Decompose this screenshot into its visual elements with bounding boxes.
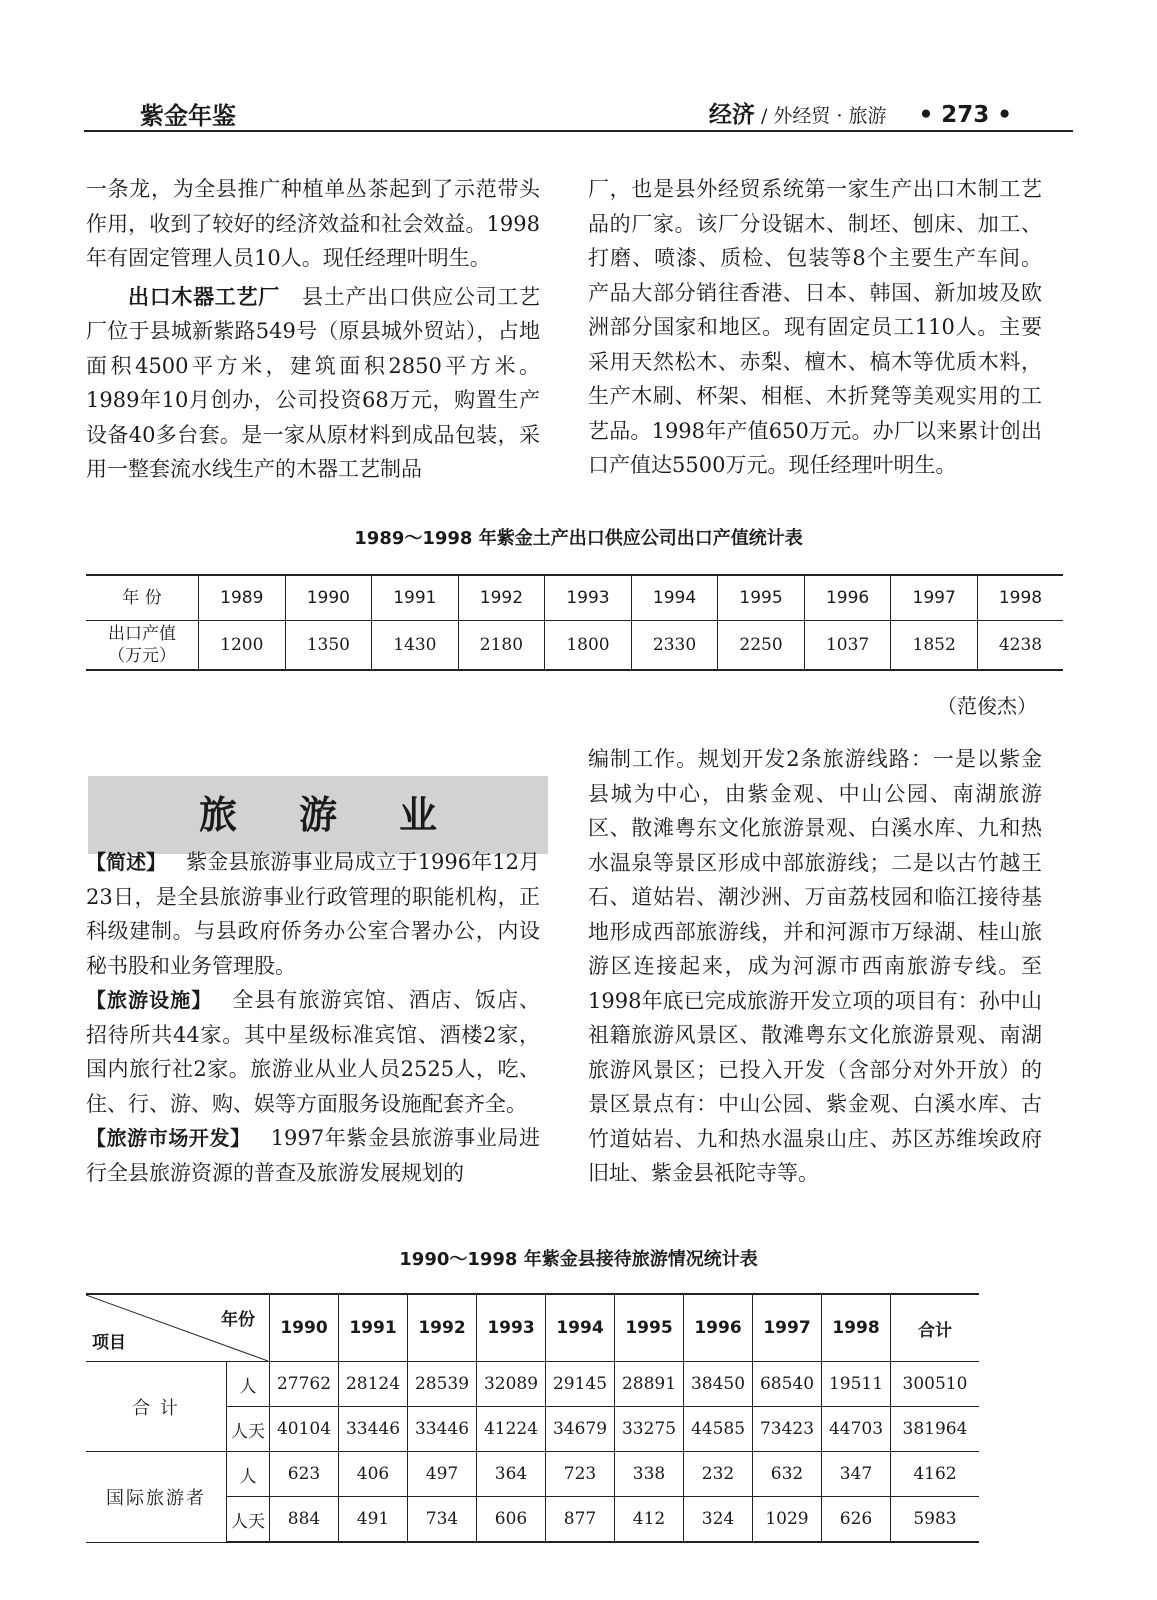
table2-value-cell: 5983 bbox=[891, 1497, 980, 1543]
table2-value-cell: 606 bbox=[477, 1497, 546, 1543]
subheading-market-development: 【旅游市场开发】 bbox=[86, 1126, 251, 1150]
table2-value-cell: 32089 bbox=[477, 1362, 546, 1407]
author-credit: （范俊杰） bbox=[937, 694, 1037, 718]
table1-year-cell: 1996 bbox=[804, 575, 891, 621]
subheading-overview: 【简述】 bbox=[86, 850, 167, 874]
table1-year-label: 年 份 bbox=[86, 575, 199, 621]
table1-value-cell: 1852 bbox=[891, 621, 978, 671]
table2-value-cell: 41224 bbox=[477, 1407, 546, 1452]
table2-value-cell: 29145 bbox=[546, 1362, 615, 1407]
table2-value-cell: 38450 bbox=[684, 1362, 753, 1407]
paragraph-wood-craft-factory bbox=[86, 280, 540, 487]
paragraph-tea-factory-end: 一条龙，为全县推广种植单丛茶起到了示范带头作用，收到了较好的经济效益和社会效益。1998年有固定管理人员10人。现任经理叶明生。 bbox=[86, 177, 540, 270]
table2-value-cell: 1029 bbox=[753, 1497, 822, 1543]
table2-value-cell: 497 bbox=[408, 1452, 477, 1497]
table2-value-cell: 44703 bbox=[822, 1407, 891, 1452]
table2-value-cell: 734 bbox=[408, 1497, 477, 1543]
table2-value-cell: 232 bbox=[684, 1452, 753, 1497]
table2-value-cell: 381964 bbox=[891, 1407, 980, 1452]
table1-value-label bbox=[86, 621, 199, 671]
table2-value-cell: 33446 bbox=[339, 1407, 408, 1452]
table-row bbox=[86, 1452, 979, 1497]
table2-value-cell: 884 bbox=[270, 1497, 339, 1543]
table2-unit-cell: 人天 bbox=[227, 1497, 270, 1543]
table1-year-cell: 1998 bbox=[977, 575, 1063, 621]
table2-value-cell: 27762 bbox=[270, 1362, 339, 1407]
table1-year-row bbox=[86, 575, 1063, 621]
table2-unit-cell: 人 bbox=[227, 1452, 270, 1497]
overview-text: 紫金县旅游事业局成立于1996年12月23日，是全县旅游事业行政管理的职能机构，正科级建制。与县政府侨务办公室合署办公，内设秘书股和业务管理股。 bbox=[86, 850, 540, 978]
running-header-book-title: 紫金年鉴 bbox=[140, 102, 236, 130]
facilities-text: 全县有旅游宾馆、酒店、饭店、招待所共44家。其中星级标准宾馆、酒楼2家，国内旅行社2家。旅游业从业人员2525人，吃、住、行、游、购、娱等方面服务设施配套齐全。 bbox=[86, 988, 541, 1116]
table1-year-cell: 1991 bbox=[372, 575, 459, 621]
table2-value-cell: 300510 bbox=[891, 1362, 980, 1407]
table2-unit-cell: 人 bbox=[227, 1362, 270, 1407]
table2-value-cell: 412 bbox=[615, 1497, 684, 1543]
table2-value-cell: 623 bbox=[270, 1452, 339, 1497]
table1-value-cell: 2180 bbox=[458, 621, 545, 671]
table1-value-row bbox=[86, 621, 1063, 671]
table2-group-label-total: 合 计 bbox=[86, 1362, 227, 1452]
wood-craft-factory-text: 县土产出口供应公司工艺厂位于县城新紫路549号（原县城外贸站），占地面积4500平方米，建筑面积2850平方米。1989年10月创办，公司投资68万元，购置生产设备40多台套。是一家从原材料到成品包装，采用一整套流水线生产的木器工艺制品 bbox=[86, 284, 540, 481]
market-development-text: 1997年紫金县旅游事业局进行全县旅游资源的普查及旅游发展规划的 bbox=[86, 1126, 540, 1185]
table1-value-cell: 2250 bbox=[718, 621, 805, 671]
table2-value-cell: 28124 bbox=[339, 1362, 408, 1407]
table1-value-label-line1: 出口产值 bbox=[108, 624, 176, 644]
tourism-right-column bbox=[588, 742, 1042, 1191]
table2-total-header: 合计 bbox=[891, 1294, 980, 1362]
table1-value-cell: 1037 bbox=[804, 621, 891, 671]
table2-value-cell: 4162 bbox=[891, 1452, 980, 1497]
table1-value-cell: 4238 bbox=[977, 621, 1063, 671]
paragraph-market-development-continued: 编制工作。规划开发2条旅游线路：一是以紫金县城为中心，由紫金观、中山公园、南湖旅游区、散滩粤东文化旅游景观、白溪水库、九和热水温泉等景区形成中部旅游线；二是以古竹越王石、道姑岩、潮沙洲、万亩荔枝园和临江接待基地形成西部旅游线，并和河源市万绿湖、桂山旅游区连接起来，成为河源市西南旅游专线。至1998年底已完成旅游开发立项的项目有：孙中山祖籍旅游风景区、散滩粤东文化旅游景观、南湖旅游风景区；已投入开发（含部分对外开放）的景区景点有：中山公园、紫金观、白溪水库、古竹道姑岩、九和热水温泉山庄、苏区苏维埃政府旧址、紫金县祇陀寺等。 bbox=[588, 747, 1042, 1185]
table-row bbox=[86, 1362, 979, 1407]
table1-year-cell: 1989 bbox=[199, 575, 286, 621]
table2-year-header: 1990 bbox=[270, 1294, 339, 1362]
table2-value-cell: 406 bbox=[339, 1452, 408, 1497]
table1-value-cell: 1350 bbox=[285, 621, 372, 671]
table2-year-header: 1995 bbox=[615, 1294, 684, 1362]
top-right-column bbox=[588, 172, 1042, 483]
paragraph-market-development bbox=[86, 1121, 540, 1190]
header-rule bbox=[84, 130, 1073, 132]
table1-year-cell: 1997 bbox=[891, 575, 978, 621]
table1-value-cell: 2330 bbox=[631, 621, 718, 671]
table2-year-header: 1991 bbox=[339, 1294, 408, 1362]
table2-year-header: 1996 bbox=[684, 1294, 753, 1362]
header-section-main: 经济 bbox=[708, 102, 755, 128]
table2-value-cell: 28539 bbox=[408, 1362, 477, 1407]
table1-year-cell: 1992 bbox=[458, 575, 545, 621]
table2-year-header: 1997 bbox=[753, 1294, 822, 1362]
table2-value-cell: 33446 bbox=[408, 1407, 477, 1452]
table2-year-header: 1994 bbox=[546, 1294, 615, 1362]
table2-value-cell: 44585 bbox=[684, 1407, 753, 1452]
running-header-section bbox=[709, 96, 1012, 129]
table2-unit-cell: 人天 bbox=[227, 1407, 270, 1452]
table2-year-header: 1993 bbox=[477, 1294, 546, 1362]
header-section-sub: / 外经贸 · 旅游 bbox=[754, 105, 887, 127]
table1-year-cell: 1995 bbox=[718, 575, 805, 621]
table2-value-cell: 626 bbox=[822, 1497, 891, 1543]
table2-corner-cell bbox=[86, 1294, 270, 1362]
table2-value-cell: 19511 bbox=[822, 1362, 891, 1407]
table2-value-cell: 364 bbox=[477, 1452, 546, 1497]
paragraph-wood-craft-factory-continued: 厂，也是县外经贸系统第一家生产出口木制工艺品的厂家。该厂分设锯木、制坯、刨床、加工、打磨、喷漆、质检、包装等8个主要生产车间。产品大部分销往香港、日本、韩国、新加坡及欧洲部分国家和地区。现有固定员工110人。主要采用天然松木、赤梨、檀木、槁木等优质木料，生产木刷、杯架、相框、木折凳等美观实用的工艺品。1998年产值650万元。办厂以来累计创出口产值达5500万元。现任经理叶明生。 bbox=[588, 177, 1042, 477]
subheading-facilities: 【旅游设施】 bbox=[86, 988, 213, 1012]
table1-value-cell: 1200 bbox=[199, 621, 286, 671]
entry-heading-wood-craft-factory: 出口木器工艺厂 bbox=[128, 284, 280, 309]
table2-value-cell: 877 bbox=[546, 1497, 615, 1543]
table2-value-cell: 73423 bbox=[753, 1407, 822, 1452]
table2-value-cell: 491 bbox=[339, 1497, 408, 1543]
table1-value-cell: 1800 bbox=[545, 621, 632, 671]
table2-value-cell: 40104 bbox=[270, 1407, 339, 1452]
table2-value-cell: 34679 bbox=[546, 1407, 615, 1452]
table2-value-cell: 723 bbox=[546, 1452, 615, 1497]
table2-value-cell: 33275 bbox=[615, 1407, 684, 1452]
top-left-column bbox=[86, 172, 540, 487]
tourism-left-column bbox=[86, 845, 540, 1190]
page-number: • 273 • bbox=[918, 102, 1012, 128]
table2-value-cell: 632 bbox=[753, 1452, 822, 1497]
table2-group-label-international: 国际旅游者 bbox=[86, 1452, 227, 1543]
table1-caption: 1989～1998 年紫金土产出口供应公司出口产值统计表 bbox=[354, 528, 803, 549]
table2-caption: 1990～1998 年紫金县接待旅游情况统计表 bbox=[399, 1249, 758, 1270]
section-title: 旅游业 bbox=[198, 793, 499, 837]
table2-year-header: 1992 bbox=[408, 1294, 477, 1362]
table2-corner-item-label: 项目 bbox=[92, 1333, 126, 1353]
table2-corner-year-label: 年份 bbox=[221, 1310, 255, 1330]
table2-value-cell: 68540 bbox=[753, 1362, 822, 1407]
paragraph-facilities bbox=[86, 983, 540, 1121]
table2-year-header: 1998 bbox=[822, 1294, 891, 1362]
export-value-table bbox=[86, 574, 1063, 671]
table1-year-cell: 1990 bbox=[285, 575, 372, 621]
table2-value-cell: 324 bbox=[684, 1497, 753, 1543]
table1-value-label-line2: （万元） bbox=[108, 646, 176, 666]
table1-value-cell: 1430 bbox=[372, 621, 459, 671]
tourism-reception-table bbox=[86, 1293, 979, 1543]
paragraph-overview bbox=[86, 845, 540, 983]
table2-value-cell: 338 bbox=[615, 1452, 684, 1497]
table2-value-cell: 347 bbox=[822, 1452, 891, 1497]
table2-value-cell: 28891 bbox=[615, 1362, 684, 1407]
table2-header-row bbox=[86, 1294, 979, 1362]
table1-year-cell: 1994 bbox=[631, 575, 718, 621]
table1-year-cell: 1993 bbox=[545, 575, 632, 621]
